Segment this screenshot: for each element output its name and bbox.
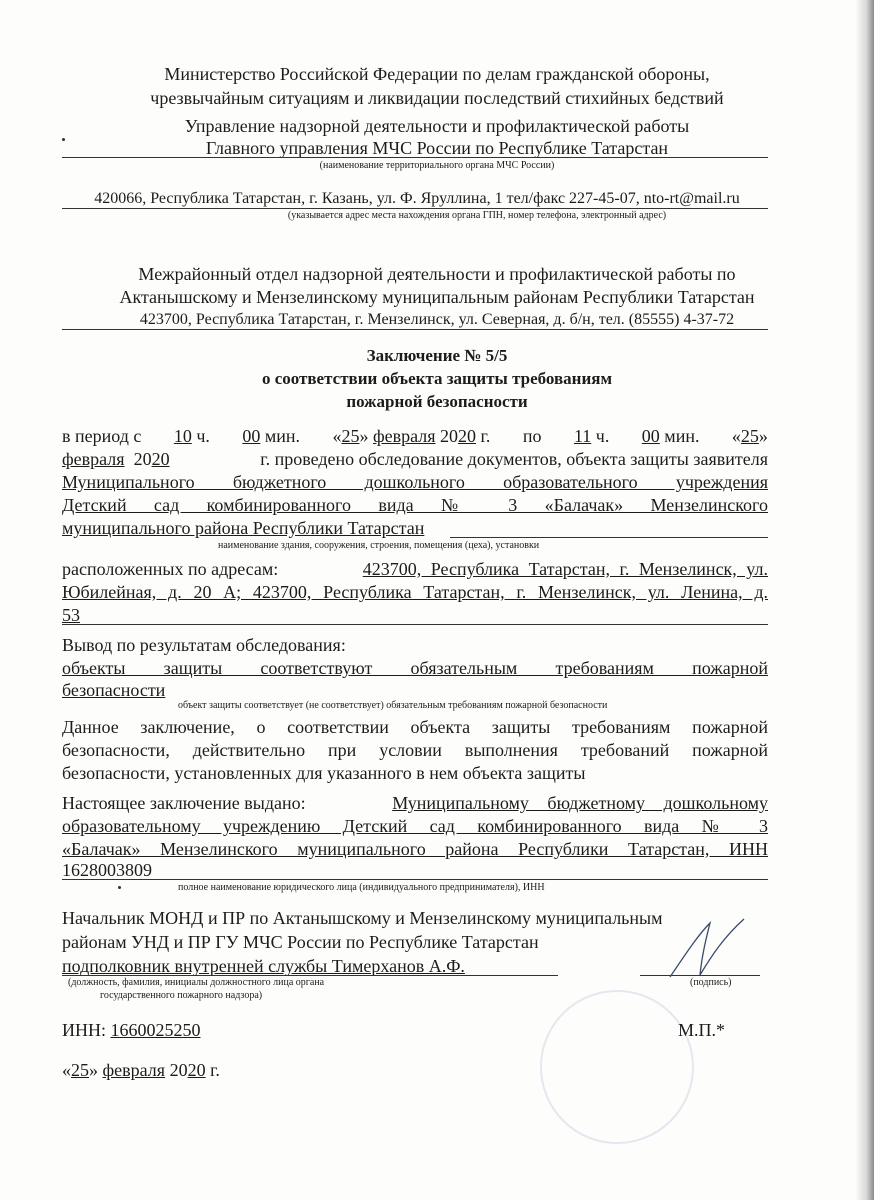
period-line-1 — [62, 424, 768, 448]
department-line-2: Актанышскому и Мензелинскому муниципальным районам Республики Татарстан — [119, 287, 755, 307]
address-underline — [62, 208, 768, 209]
inn-label: ИНН: — [62, 1020, 106, 1040]
title-line-2: о соответствии объекта защиты требованиям — [261, 369, 613, 388]
dept-caption: (наименование территориального органа МЧС России) — [319, 160, 555, 171]
min-label: мин. — [664, 426, 700, 446]
scan-speck — [118, 886, 121, 889]
from-year: 20 — [458, 426, 477, 446]
title-number: Заключение № 5/5 — [366, 346, 508, 365]
validity-line-2: безопасности, действительно при условии выполнения требований пожарной — [62, 740, 768, 760]
year-prefix: 20 — [440, 426, 459, 446]
applicant-line-1: Муниципального бюджетного дошкольного образовательного учреждения — [62, 472, 768, 492]
quote-open: « — [731, 426, 741, 446]
issued-line-3: «Балачак» Мензелинского муниципального района Республики Татарстан, ИНН — [62, 839, 768, 859]
year-label: г. — [480, 426, 491, 446]
signature-mark — [660, 915, 750, 985]
issued-underline — [62, 879, 768, 880]
to-label: по — [522, 426, 542, 446]
department-line-3: 423700, Республика Татарстан, г. Мензелинск, ул. Северная, д. б/н, тел. (85555) 4-37-72 — [139, 311, 735, 328]
quote-close: » — [89, 1060, 98, 1080]
from-hour: 10 — [173, 426, 192, 446]
location-prefix: расположенных по адресам: — [62, 559, 279, 579]
quote-close: » — [758, 426, 768, 446]
issued-caption: полное наименование юридического лица (индивидуального предпринимателя), ИНН — [178, 882, 545, 893]
date-month: февраля — [102, 1060, 166, 1080]
signatory-underline — [62, 975, 558, 976]
applicant-line-2: Детский сад комбинированного вида № 3 «Балачак» Мензелинского — [62, 495, 768, 515]
validity-line-1: Данное заключение, о соответствии объекта защиты требованиям пожарной — [62, 717, 768, 737]
year-prefix: 20 — [133, 449, 152, 469]
conclusion-caption: объект защиты соответствует (не соответствует) обязательным требованиям пожарной безопасности — [178, 700, 608, 711]
from-month: февраля — [372, 426, 436, 446]
inn-value: 1660025250 — [110, 1020, 201, 1040]
department-underline — [62, 329, 768, 330]
issued-line-2: образовательному учреждению Детский сад комбинированного вида № 3 — [62, 816, 768, 836]
to-year: 20 — [151, 449, 170, 469]
to-day: 25 — [740, 426, 759, 446]
date-year: 20 — [187, 1060, 206, 1080]
period-suffix: г. проведено обследование документов, объекта защиты заявителя — [260, 449, 768, 469]
inn-row — [62, 1018, 201, 1042]
issued-line-1 — [62, 791, 768, 815]
location-underline — [62, 624, 768, 625]
quote-close: » — [359, 426, 369, 446]
year-prefix: 20 — [169, 1060, 188, 1080]
to-hour: 11 — [573, 426, 592, 446]
signature-caption: (подпись) — [690, 977, 732, 988]
ministry-line-2: чрезвычайным ситуациям и ликвидации последствий стихийных бедствий — [150, 88, 724, 108]
location-line-1 — [62, 557, 768, 581]
applicant-line-3: муниципального района Республики Татарстан — [62, 518, 425, 538]
title-line-3: пожарной безопасности — [346, 392, 528, 411]
hour-label: ч. — [196, 426, 210, 446]
seal-imprint — [540, 990, 694, 1144]
location-line-2: Юбилейная, д. 20 А; 423700, Республика Татарстан, г. Мензелинск, ул. Ленина, д. — [62, 582, 768, 602]
hour-label: ч. — [595, 426, 610, 446]
from-day: 25 — [341, 426, 360, 446]
ministry-line-1: Министерство Российской Федерации по делам гражданской обороны, — [164, 64, 710, 84]
applicant-underline — [450, 537, 768, 538]
header-address: 420066, Республика Татарстан, г. Казань, ул. Ф. Яруллина, 1 тел/факс 227-45-07, nto-rt@mail.ru — [94, 190, 740, 207]
quote-open: « — [332, 426, 342, 446]
year-label: г. — [210, 1060, 220, 1080]
from-min: 00 — [242, 426, 261, 446]
period-prefix: в период с — [62, 426, 142, 446]
conclusion-line-2: безопасности — [62, 680, 166, 700]
conclusion-line-1: объекты защиты соответствуют обязательным требованиям пожарной — [62, 658, 768, 678]
period-line-2 — [62, 447, 768, 471]
issued-prefix: Настоящее заключение выдано: — [62, 793, 306, 813]
dept-line-2: Главного управления МЧС России по Республике Татарстан — [205, 138, 669, 158]
applicant-caption: наименование здания, сооружения, строения, помещения (цеха), установки — [218, 540, 540, 551]
signatory-line-2: районам УНД и ПР ГУ МЧС России по Республике Татарстан — [62, 932, 539, 952]
location-address-1: 423700, Республика Татарстан, г. Мензелинск, ул. — [362, 559, 768, 579]
dept-underline — [62, 157, 768, 158]
min-label: мин. — [264, 426, 301, 446]
department-line-1: Межрайонный отдел надзорной деятельности и профилактической работы по — [138, 264, 736, 284]
date-day: 25 — [71, 1060, 89, 1080]
signatory-caption-2: государственного пожарного надзора) — [100, 990, 263, 1001]
date-row — [62, 1058, 220, 1082]
quote-open: « — [62, 1060, 71, 1080]
to-min: 00 — [641, 426, 660, 446]
issued-inn: 1628003809 — [62, 860, 152, 880]
signatory-caption-1: (должность, фамилия, инициалы должностного лица органа — [68, 977, 325, 988]
signatory-line-1: Начальник МОНД и ПР по Актанышскому и Мензелинскому муниципальным — [62, 908, 663, 928]
to-month: февраля — [62, 449, 125, 469]
page-edge-shadow — [855, 0, 874, 1200]
address-caption: (указывается адрес места нахождения органа ГПН, номер телефона, электронный адрес) — [287, 210, 667, 221]
issued-recipient-1: Муниципальному бюджетному дошкольному — [392, 793, 768, 813]
seal-label: М.П.* — [678, 1020, 726, 1040]
signatory-line-3: подполковник внутренней службы Тимерханов А.Ф. — [62, 956, 465, 976]
location-line-3: 53 — [62, 605, 80, 625]
validity-line-3: безопасности, установленных для указанного в нем объекта защиты — [62, 763, 586, 783]
dept-line-1: Управление надзорной деятельности и профилактической работы — [184, 116, 690, 136]
conclusion-label: Вывод по результатам обследования: — [62, 635, 346, 655]
